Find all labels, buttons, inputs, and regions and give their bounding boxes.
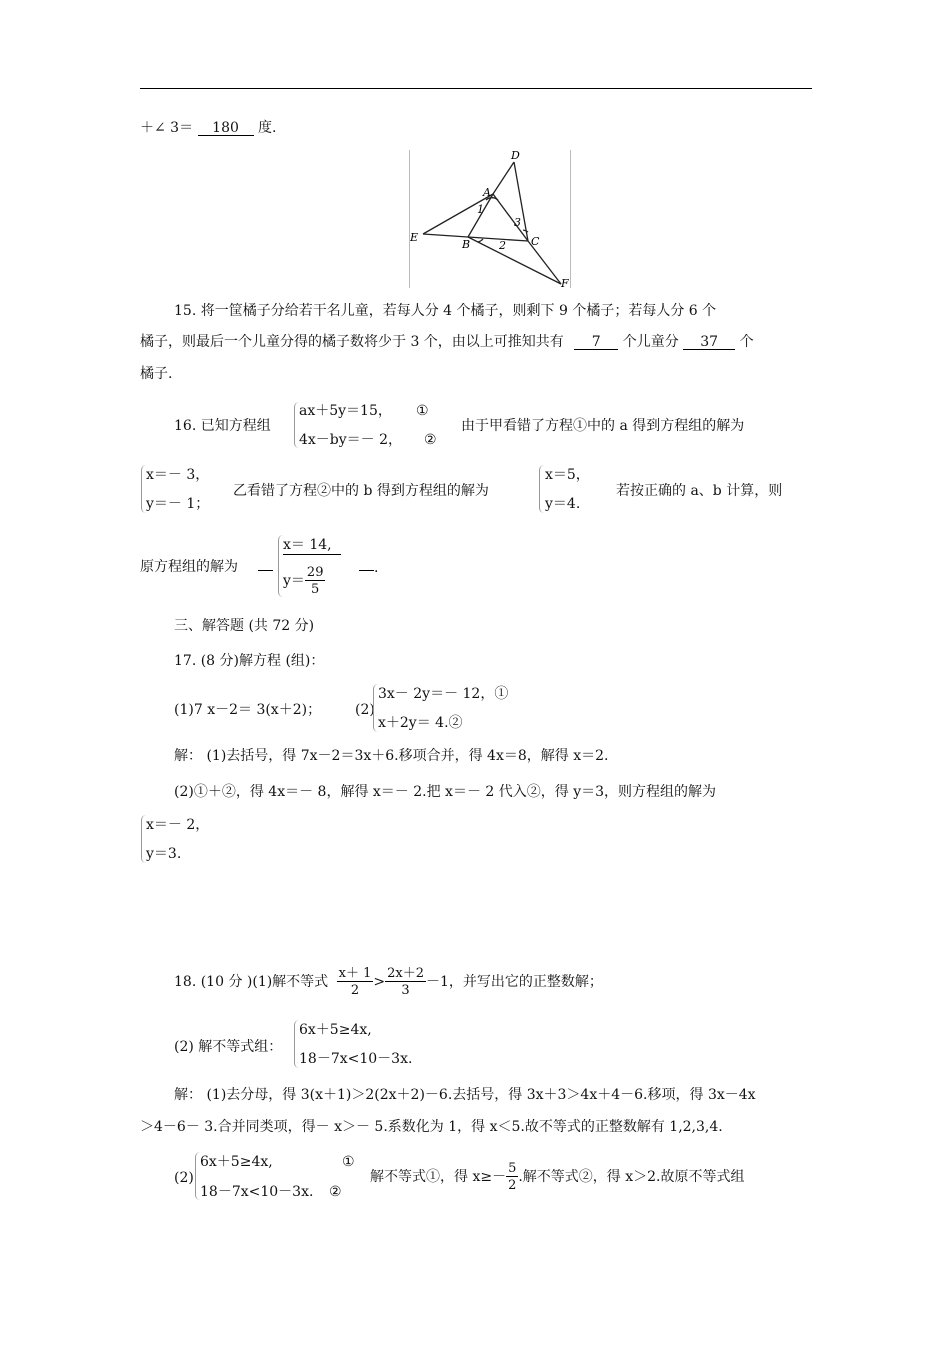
geometry-figure: [409, 150, 571, 288]
q14-line: [140, 121, 276, 136]
section-3-title: 三、解答题 (共 72 分): [174, 618, 315, 634]
q18-solution2-text-b: .解不等式②，得 x＞2.故原不等式组: [518, 1169, 745, 1185]
q16-answer-x: x＝ 14,: [283, 538, 341, 555]
q15-line2-end: 个: [739, 334, 754, 350]
q15-line1: 15. 将一筐橘子分给若干名儿童，若每人分 4 个橘子，则剩下 9 个橘子；若每人分 6 个: [174, 303, 717, 319]
q16-eq1: ax＋5y＝15，: [299, 403, 392, 419]
label-C: C: [531, 235, 540, 248]
q14-prefix: ＋∠ 3＝: [140, 120, 194, 136]
q16-original-solution-label: 原方程组的解为: [140, 559, 238, 575]
geometry-figure-svg: [410, 150, 570, 288]
q15-answer-children: 7: [574, 335, 618, 350]
label-F: F: [561, 277, 569, 288]
header-rule: [140, 88, 812, 89]
angle-1-label: 1: [477, 203, 484, 216]
q16-sol1-y: y＝－ 1；: [146, 496, 210, 512]
q18-heading-pre: 18. (10 分 )(1)解不等式: [174, 974, 329, 990]
q16-answer-y-num: 29: [306, 565, 324, 580]
q18-solution1-line2: ＞4－6－ 3.合并同类项，得－ x＞－ 5.系数化为 1，得 x＜5.故不等式的正整数解有 1,2,3,4.: [140, 1119, 723, 1135]
q18-fraction-right: [385, 967, 426, 997]
q17-heading: 17. (8 分)解方程 (组)：: [174, 653, 325, 669]
q16-sol1-x: x＝－ 3，: [146, 467, 210, 483]
q16-answer-y-den: 5: [311, 582, 320, 597]
q18-frac2-num: 2x＋2: [387, 966, 424, 981]
q18-solution2-eq2: 18－7x<10－3x.: [200, 1184, 314, 1200]
q17-part2-label: (2): [355, 702, 375, 718]
q16-eq2: 4x－by＝－ 2，: [299, 432, 403, 448]
angle-3-label: 3: [514, 216, 521, 229]
q16-after: 由于甲看错了方程①中的 a 得到方程组的解为: [461, 418, 745, 434]
q15-line2: [140, 335, 754, 350]
q18-part2-label: (2) 解不等式组：: [174, 1039, 283, 1055]
q16-answer-y-fraction: [305, 566, 326, 596]
q17-result-x: x＝－ 2，: [146, 817, 210, 833]
label-B: B: [462, 238, 471, 251]
q15-answer-oranges: 37: [683, 335, 735, 350]
q17-result-y: y＝3.: [146, 846, 182, 862]
q16-sol2-y: y＝4.: [545, 496, 581, 512]
q18-solution2-frac-num: 5: [508, 1161, 517, 1176]
q16-answer-y: [283, 566, 325, 596]
q17-solution2: (2)①＋②，得 4x＝－ 8，解得 x＝－ 2.把 x＝－ 2 代入②，得 y＝3，则方程组的解为: [174, 784, 717, 800]
q18-solution2-label: (2): [174, 1170, 194, 1186]
q16-end: 若按正确的 a、b 计算，则: [616, 483, 783, 499]
q18-fraction-left: [337, 967, 374, 997]
label-E: E: [410, 231, 419, 244]
q18-solution2-fraction: [506, 1162, 518, 1192]
q18-frac1-den: 2: [350, 983, 360, 998]
q18-solution2-mark1: ①: [342, 1154, 355, 1170]
q18-gt: >: [373, 974, 386, 990]
q18-solution2-text-a: 解不等式①，得 x≥－: [370, 1169, 507, 1185]
q17-eq1: 3x－ 2y＝－ 12，①: [378, 686, 509, 702]
q16-intro: 16. 已知方程组: [174, 418, 271, 434]
q18-heading-post: －1，并写出它的正整数解；: [426, 974, 603, 990]
q15-line2-mid: 个儿童分: [622, 334, 679, 350]
q18-solution2-text: [370, 1162, 745, 1192]
q14-suffix: 度.: [258, 120, 277, 136]
label-A: A: [483, 186, 491, 199]
q18-heading: [174, 967, 603, 997]
label-D: D: [511, 150, 520, 162]
q16-answer-y-prefix: y＝: [283, 573, 305, 589]
q16-answer-blank-right: [359, 570, 374, 571]
q16-mark1: ①: [416, 403, 429, 419]
q16-answer-blank-left: [258, 570, 273, 571]
q16-tail: .: [374, 560, 379, 576]
q18-eq2: 18－7x<10－3x.: [299, 1051, 413, 1067]
q18-frac2-den: 3: [401, 983, 410, 998]
q16-mid: 乙看错了方程②中的 b 得到方程组的解为: [233, 483, 489, 499]
q15-line3: 橘子.: [140, 366, 173, 382]
q16-mark2: ②: [424, 432, 437, 448]
q17-solution1: 解： (1)去括号，得 7x－2＝3x＋6.移项合并，得 4x＝8，解得 x＝2.: [174, 748, 609, 764]
q17-part1: (1)7 x－2＝ 3(x＋2)；: [174, 702, 322, 718]
q18-solution2-frac-den: 2: [508, 1178, 517, 1193]
q16-sol2-x: x＝5，: [545, 467, 590, 483]
q14-answer: 180: [198, 121, 254, 136]
q18-frac1-num: x＋ 1: [338, 966, 372, 981]
q18-solution1-line1: 解： (1)去分母，得 3(x＋1)＞2(2x＋2)－6.去括号，得 3x＋3＞4x＋4－6.移项，得 3x－4x: [174, 1087, 756, 1103]
q18-solution2-eq1: 6x＋5≥4x,: [200, 1154, 273, 1170]
angle-2-label: 2: [499, 239, 506, 252]
q15-line2-text: 橘子，则最后一个儿童分得的橘子数将少于 3 个，由以上可推知共有: [140, 334, 564, 350]
q17-eq2: x＋2y＝ 4.②: [378, 715, 463, 731]
q16-sol2-brace: [539, 465, 544, 513]
q18-eq1: 6x＋5≥4x,: [299, 1022, 372, 1038]
q18-solution2-mark2: ②: [329, 1184, 342, 1200]
